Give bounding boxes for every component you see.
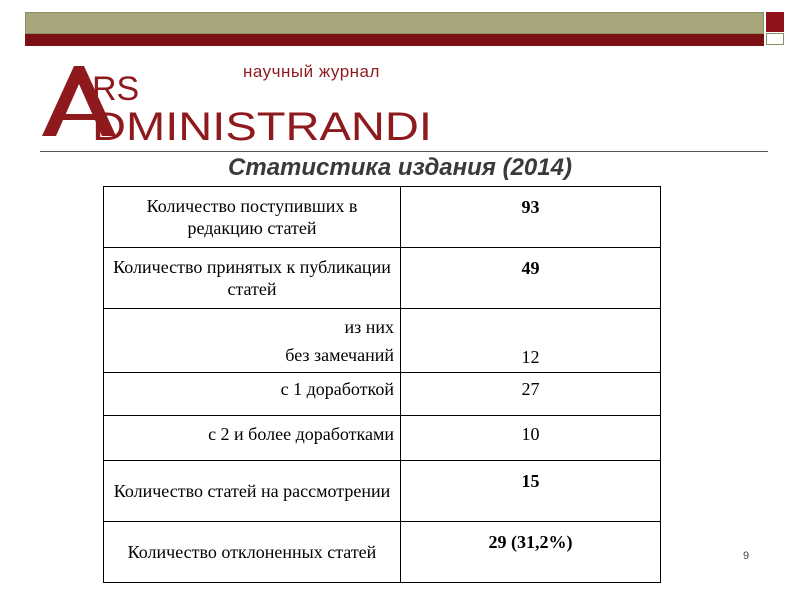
- logo-line1: RS: [92, 70, 140, 108]
- row-label: Количество отклоненных статей: [104, 522, 401, 583]
- row-label: Количество принятых к публикации статей: [104, 248, 401, 309]
- row-value: 29 (31,2%): [401, 522, 661, 583]
- table-row: [104, 187, 661, 248]
- corner-square-maroon: [766, 12, 784, 32]
- row-label: Количество поступивших в редакцию статей: [104, 187, 401, 248]
- row-value: 27: [401, 373, 661, 416]
- row-value: 93: [401, 187, 661, 248]
- page-title: Статистика издания (2014): [228, 154, 572, 181]
- row-label: с 2 и более доработками: [104, 416, 401, 461]
- row-value: 12: [401, 309, 661, 373]
- row-label-main: без замечаний: [285, 344, 394, 365]
- divider: [40, 151, 768, 152]
- table-row: [104, 416, 661, 461]
- table-row: [104, 461, 661, 522]
- header-band-olive: [25, 12, 764, 34]
- corner-square-white: [766, 33, 784, 45]
- journal-tagline: научный журнал: [243, 62, 380, 81]
- table-row: [104, 373, 661, 416]
- statistics-table: [103, 186, 661, 583]
- row-value: 15: [401, 461, 661, 522]
- logo-line2: DMINISTRANDI: [92, 105, 432, 148]
- header-band-maroon: [25, 34, 764, 46]
- row-label: Количество статей на рассмотрении: [104, 461, 401, 522]
- table-row: [104, 309, 661, 373]
- table-row: [104, 248, 661, 309]
- row-label: [104, 309, 401, 373]
- row-label-prefix: из них: [344, 316, 394, 337]
- row-value: 49: [401, 248, 661, 309]
- row-label: с 1 доработкой: [104, 373, 401, 416]
- page-number: 9: [743, 550, 750, 562]
- row-value: 10: [401, 416, 661, 461]
- table-row: [104, 522, 661, 583]
